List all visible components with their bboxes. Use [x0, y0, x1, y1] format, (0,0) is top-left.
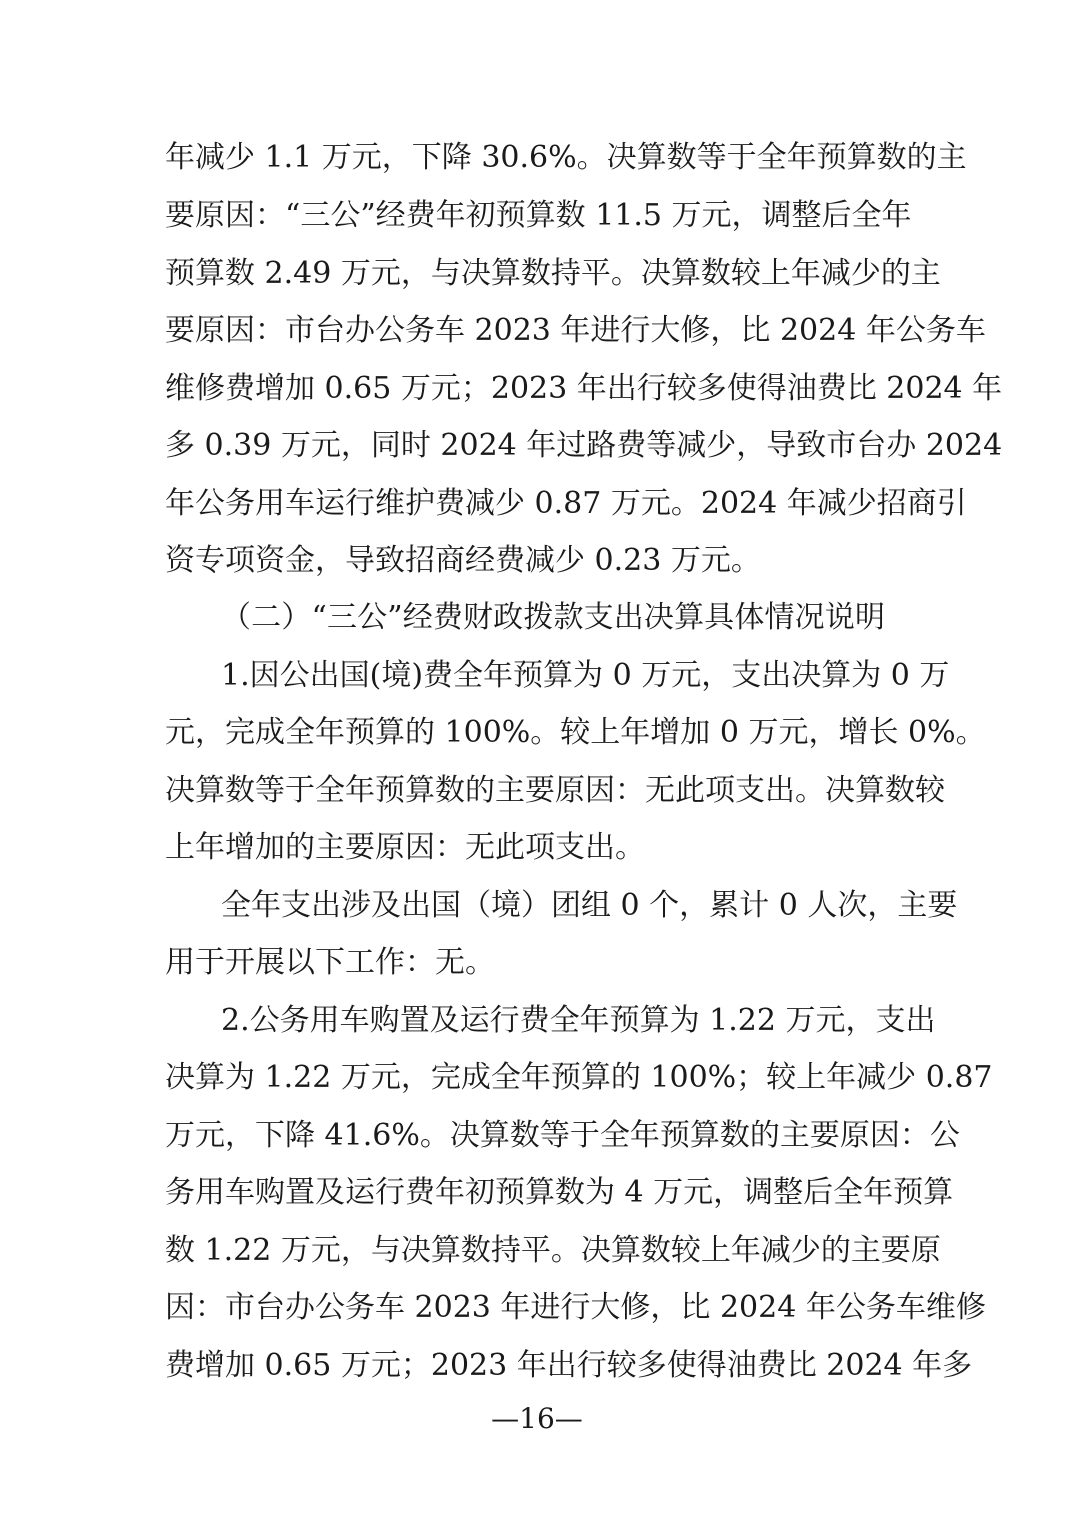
paragraph-line: 决算为 1.22 万元，完成全年预算的 100%；较上年减少 0.87: [165, 1060, 993, 1095]
paragraph-line: 多 0.39 万元，同时 2024 年过路费等减少，导致市台办 2024: [165, 428, 1003, 463]
paragraph-line: 维修费增加 0.65 万元；2023 年出行较多使得油费比 2024 年: [165, 371, 1003, 406]
page-number: —16—: [491, 1402, 583, 1435]
paragraph-line: 务用车购置及运行费年初预算数为 4 万元，调整后全年预算: [165, 1175, 954, 1210]
paragraph-line: 2.公务用车购置及运行费全年预算为 1.22 万元，支出: [221, 1003, 936, 1038]
paragraph-line: 年减少 1.1 万元，下降 30.6%。决算数等于全年预算数的主: [165, 140, 967, 175]
paragraph-line: 全年支出涉及出国（境）团组 0 个，累计 0 人次，主要: [221, 888, 958, 923]
paragraph-line: 要原因：“三公”经费年初预算数 11.5 万元，调整后全年: [165, 198, 912, 233]
paragraph-line: 万元，下降 41.6%。决算数等于全年预算数的主要原因：公: [165, 1118, 960, 1153]
paragraph-line: 年公务用车运行维护费减少 0.87 万元。2024 年减少招商引: [165, 486, 967, 521]
paragraph-line: 数 1.22 万元，与决算数持平。决算数较上年减少的主要原: [165, 1233, 941, 1268]
paragraph-line: 预算数 2.49 万元，与决算数持平。决算数较上年减少的主: [165, 256, 941, 291]
section-heading: （二）“三公”经费财政拨款支出决算具体情况说明: [221, 600, 885, 635]
paragraph-line: 上年增加的主要原因：无此项支出。: [165, 830, 645, 865]
paragraph-line: 用于开展以下工作：无。: [165, 945, 495, 980]
paragraph-line: 元，完成全年预算的 100%。较上年增加 0 万元，增长 0%。: [165, 715, 986, 750]
paragraph-line: 资专项资金，导致招商经费减少 0.23 万元。: [165, 543, 761, 578]
paragraph-line: 费增加 0.65 万元；2023 年出行较多使得油费比 2024 年多: [165, 1348, 973, 1383]
paragraph-line: 决算数等于全年预算数的主要原因：无此项支出。决算数较: [165, 773, 945, 808]
paragraph-line: 要原因：市台办公务车 2023 年进行大修，比 2024 年公务车: [165, 313, 986, 348]
paragraph-line: 因：市台办公务车 2023 年进行大修，比 2024 年公务车维修: [165, 1290, 986, 1325]
paragraph-line: 1.因公出国(境)费全年预算为 0 万元，支出决算为 0 万: [221, 658, 950, 693]
